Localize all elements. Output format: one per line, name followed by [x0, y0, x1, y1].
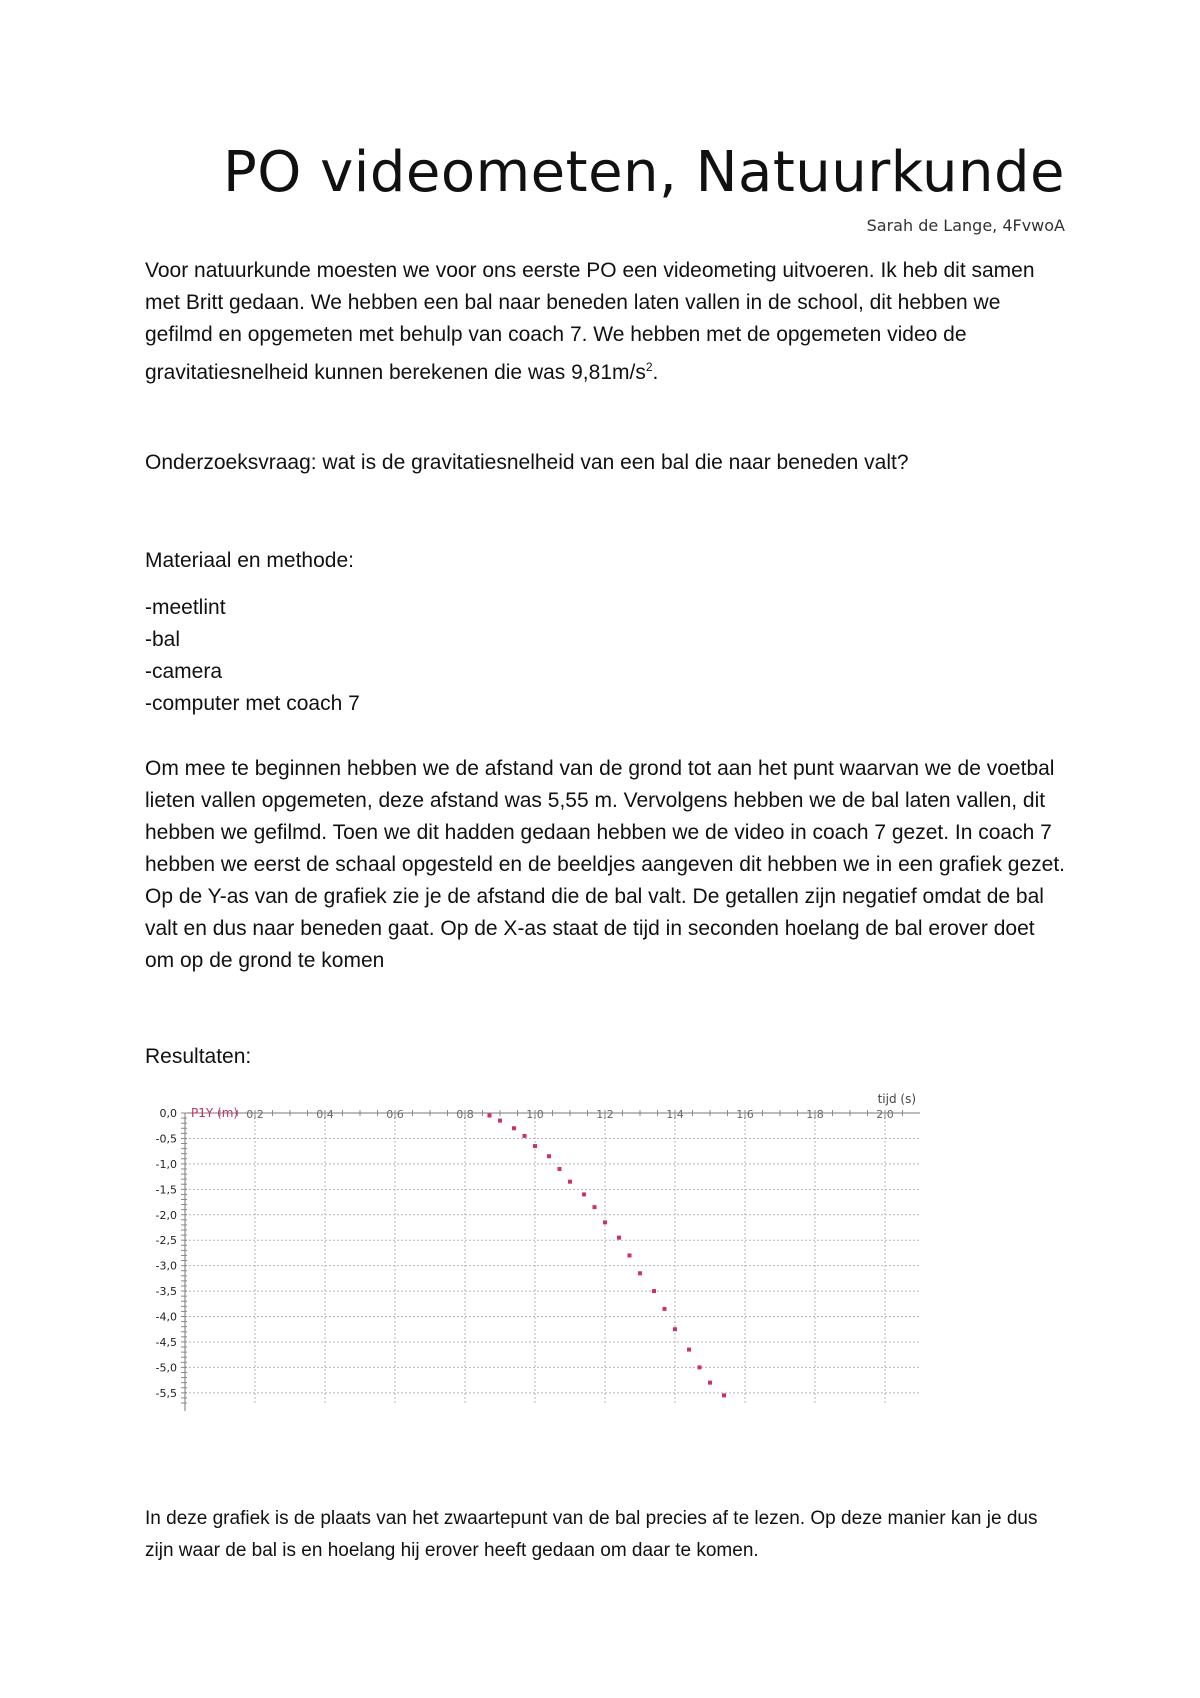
intro-paragraph	[145, 255, 1065, 389]
x-tick-label: 2,0	[876, 1108, 894, 1121]
y-tick-label: 0,0	[159, 1107, 177, 1120]
y-tick-label: -0,5	[155, 1132, 177, 1146]
data-point	[603, 1220, 607, 1224]
data-point	[663, 1307, 667, 1311]
results-heading: Resultaten:	[145, 1045, 252, 1068]
research-question: Onderzoeksvraag: wat is de gravitatiesnelheid van een bal die naar beneden valt?	[145, 451, 909, 474]
data-point	[722, 1393, 726, 1397]
intro-end: .	[652, 361, 659, 384]
x-tick-label: 1,8	[806, 1108, 824, 1121]
materials-list	[145, 592, 360, 720]
y-tick-label: -4,0	[155, 1310, 177, 1324]
materials-heading: Materiaal en methode:	[145, 549, 354, 572]
data-point	[547, 1154, 551, 1158]
intro-text: Voor natuurkunde moesten we voor ons eerste PO een videometing uitvoeren. Ik heb dit samen met Britt gedaan. We hebben een bal naar beneden laten vallen in de school, dit hebben we gefilmd en opgemeten met behulp van coach 7. We hebben met de opgemeten video de gravitatiesnelheid kunnen berekenen die was 9,81m/s	[145, 259, 1035, 384]
materials-item: -meetlint	[145, 596, 226, 619]
y-tick-label: -5,5	[155, 1386, 177, 1400]
data-point	[488, 1114, 492, 1118]
data-point	[617, 1236, 621, 1240]
data-point	[687, 1348, 691, 1352]
x-tick-label: 0,6	[386, 1108, 404, 1121]
data-point	[698, 1365, 702, 1369]
method-paragraph: Om mee te beginnen hebben we de afstand van de grond tot aan het punt waarvan we de voetbal lieten vallen opgemeten, deze afstand was 5,55 m. Vervolgens hebben we de bal laten vallen, dit hebben we gefilmd. Toen we dit hadden gedaan hebben we de video in coach 7 gezet. In coach 7 hebben we eerst de schaal opgesteld en de beeldjes aangeven dit hebben we in een grafiek gezet. Op de Y-as van de grafiek zie je de afstand die de bal valt. De getallen zijn negatief omdat de bal valt en dus naar beneden gaat. Op de X-as staat de tijd in seconden hoelang de bal erover doet om op de grond te komen	[145, 757, 1066, 972]
data-point	[533, 1144, 537, 1148]
data-point	[523, 1134, 527, 1138]
x-tick-label: 1,0	[526, 1108, 544, 1121]
y-tick-label: -1,0	[155, 1157, 177, 1171]
author-line: Sarah de Lange, 4FvwoA	[866, 216, 1065, 235]
data-point	[498, 1119, 502, 1123]
data-point	[593, 1205, 597, 1209]
data-point	[638, 1271, 642, 1275]
materials-item: -camera	[145, 660, 223, 683]
chart-caption: In deze grafiek is de plaats van het zwaartepunt van de bal precies af te lezen. Op deze manier kan je dus zijn waar de bal is en hoelang hij erover heeft gedaan om daar te komen.	[145, 1508, 1038, 1561]
data-point	[628, 1253, 632, 1257]
data-point	[673, 1327, 677, 1331]
y-tick-label: -2,5	[155, 1234, 177, 1248]
y-tick-label: -3,5	[155, 1285, 177, 1299]
y-axis-label: P1Y (m)	[191, 1106, 239, 1120]
data-point	[568, 1180, 572, 1184]
x-tick-label: 1,2	[596, 1108, 614, 1121]
data-point	[512, 1126, 516, 1130]
x-tick-label: 1,4	[666, 1108, 684, 1121]
materials-item: -bal	[145, 628, 181, 651]
x-tick-label: 0,4	[316, 1108, 334, 1121]
x-axis-label: tijd (s)	[877, 1092, 916, 1106]
materials-item: -computer met coach 7	[145, 692, 360, 715]
intro-superscript: 2	[645, 360, 653, 374]
data-point	[708, 1381, 712, 1385]
y-tick-label: -1,5	[155, 1183, 177, 1197]
document-title: PO videometen, Natuurkunde	[223, 140, 1065, 205]
y-tick-label: -2,0	[155, 1208, 177, 1222]
x-tick-label: 0,8	[456, 1108, 474, 1121]
data-point	[652, 1289, 656, 1293]
y-tick-label: -4,5	[155, 1335, 177, 1349]
y-tick-label: -3,0	[155, 1259, 177, 1273]
data-point	[582, 1192, 586, 1196]
x-tick-label: 0,2	[246, 1108, 264, 1121]
x-tick-label: 1,6	[736, 1108, 754, 1121]
position-time-chart	[145, 1085, 925, 1425]
data-point	[558, 1167, 562, 1171]
y-tick-label: -5,0	[155, 1361, 177, 1375]
